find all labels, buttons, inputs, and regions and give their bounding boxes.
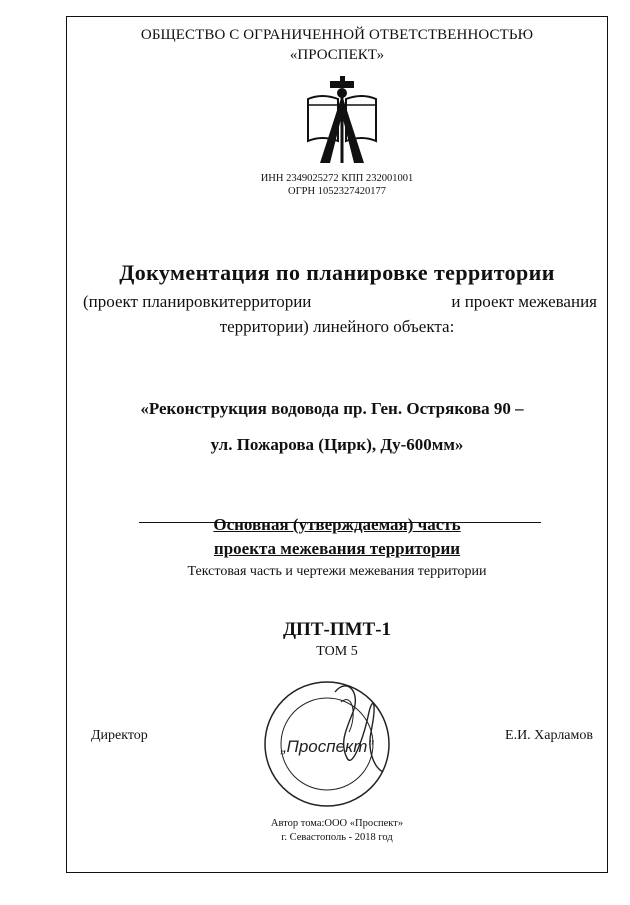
object-name-line2: ул. Пожарова (Цирк), Ду-600мм»	[210, 435, 464, 454]
volume-code: ДПТ-ПМТ-1	[282, 619, 392, 640]
org-name-line1: ОБЩЕСТВО С ОГРАНИЧЕННОЙ ОТВЕТСТВЕННОСТЬЮ	[140, 27, 534, 43]
volume-number: ТОМ 5	[316, 644, 358, 659]
volume-author: Автор тома:ООО «Проспект»	[270, 818, 404, 829]
org-name-line2: «ПРОСПЕКТ»	[289, 47, 385, 63]
ogrn: ОГРН 1052327420177	[288, 186, 386, 197]
part-description: Текстовая часть и чертежи межевания территории	[187, 564, 487, 579]
surveyor-tripod-logo-icon	[302, 75, 382, 165]
title-subline-2: территории) линейного объекта:	[219, 317, 455, 336]
city-year: г. Севастополь - 2018 год	[281, 832, 393, 843]
document-frame	[66, 16, 608, 873]
part-heading-line2-text: проекта межевания территории	[213, 539, 461, 558]
document-title: Документация по планировке территории	[119, 260, 555, 285]
title-subline-1	[83, 292, 597, 312]
svg-text:„Проспект”: „Проспект”	[280, 737, 374, 756]
part-heading-line1-text: Основная (утверждаемая) часть	[213, 515, 461, 534]
inn-kpp: ИНН 2349025272 КПП 232001001	[260, 173, 414, 184]
title-sub-right: и проект межевания	[451, 292, 597, 311]
object-name-line1: «Реконструкция водовода пр. Ген. Острякова 90 –	[140, 399, 524, 418]
director-label: Директор	[91, 728, 148, 743]
title-sub-left: (проект планировкитерритории	[83, 292, 312, 311]
company-stamp-icon	[257, 672, 397, 812]
part-heading-line2	[67, 539, 607, 559]
part-heading-line1	[67, 515, 607, 535]
director-name: Е.И. Харламов	[505, 728, 593, 743]
